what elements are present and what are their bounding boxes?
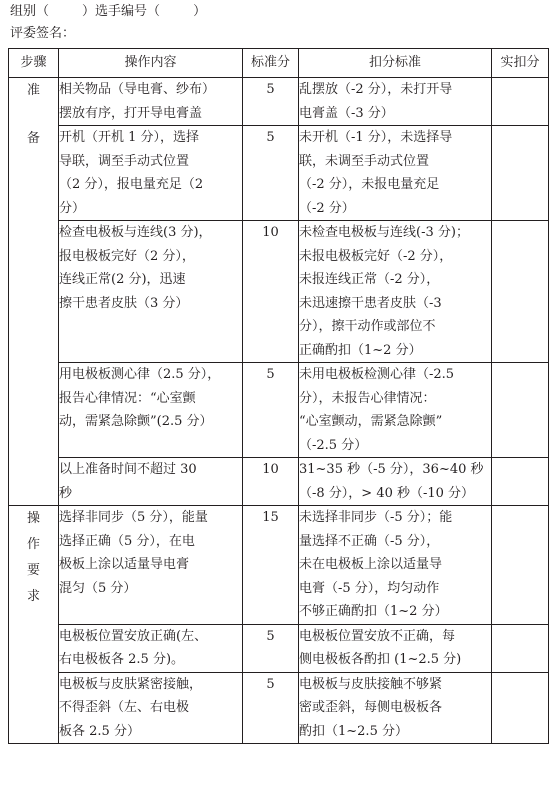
standard-score-cell: 5 (243, 672, 299, 744)
standard-score-cell: 10 (243, 221, 299, 363)
column-header-deduction-criteria: 扣分标准 (299, 49, 492, 78)
deduction-criteria: 31~35 秒（-5 分），36~40 秒 （-8 分），> 40 秒（-10 分） (299, 462, 484, 501)
operation-content-cell (59, 78, 243, 126)
operation-content: 电极板位置安放正确(左、 右电极板各 2.5 分)。 (59, 628, 208, 667)
table-row (9, 672, 549, 744)
deduction-criteria: 电极板与皮肤接触不够紧 密或歪斜，每侧电极板各 酌扣（1~2.5 分） (299, 676, 443, 739)
table-row (9, 506, 549, 625)
deduction-criteria: 电极板位置安放不正确，每 侧电极板各酌扣 (1~2.5 分) (299, 628, 462, 667)
actual-deduction-cell[interactable] (492, 458, 549, 506)
operation-content: 以上准备时间不超过 30 秒 (59, 462, 197, 501)
operation-content: 开机（开机 1 分），选择 导联，调至手动式位置 （2 分），报电量充足（2 分） (59, 130, 204, 216)
deduction-criteria-cell (299, 221, 492, 363)
deduction-criteria-cell (299, 78, 492, 126)
operation-content-cell (59, 221, 243, 363)
step-char: 求 (26, 589, 40, 604)
operation-content-cell (59, 363, 243, 458)
step-char: 要 (26, 563, 40, 578)
deduction-criteria-cell (299, 624, 492, 672)
actual-deduction-cell[interactable] (492, 221, 549, 363)
step-cell-operation-requirements (9, 506, 59, 744)
actual-deduction-cell[interactable] (492, 624, 549, 672)
actual-deduction-cell[interactable] (492, 363, 549, 458)
operation-content: 电极板与皮肤紧密接触， 不得歪斜（左、右电极 板各 2.5 分） (59, 676, 203, 739)
deduction-criteria-cell (299, 506, 492, 625)
standard-score-cell: 10 (243, 458, 299, 506)
standard-score-cell: 15 (243, 506, 299, 625)
column-header-actual-deduction: 实扣分 (492, 49, 549, 78)
group-contestant-line: 组别（ ）选手编号（ ） (10, 4, 207, 19)
step-char: 准 (26, 83, 40, 98)
standard-score-cell: 5 (243, 78, 299, 126)
operation-content: 选择非同步（5 分），能量 选择正确（5 分），在电 极板上涂以适量导电膏 混匀（5 分） (59, 510, 208, 596)
column-header-operation: 操作内容 (59, 49, 243, 78)
deduction-criteria-cell (299, 126, 492, 221)
deduction-criteria: 未检查电极板与连线(-3 分)； 未报电极板完好（-2 分）， 未报连线正常（-2 分）， 未迅速擦干患者皮肤（-3 分），擦干动作或部位不 正确酌扣（1~2 分） (299, 225, 469, 358)
step-char: 操 (26, 511, 40, 526)
column-header-step: 步骤 (9, 49, 59, 78)
standard-score-cell: 5 (243, 363, 299, 458)
deduction-criteria: 乱摆放（-2 分），未打开导 电膏盖（-3 分） (299, 82, 453, 121)
actual-deduction-cell[interactable] (492, 506, 549, 625)
deduction-criteria: 未开机（-1 分），未选择导 联，未调至手动式位置 （-2 分），未报电量充足 （-2 分） (299, 130, 453, 216)
standard-score-cell: 5 (243, 624, 299, 672)
operation-content-cell (59, 624, 243, 672)
deduction-criteria-cell (299, 672, 492, 744)
table-row (9, 78, 549, 126)
table-row (9, 458, 549, 506)
judge-signature-line: 评委签名： (10, 26, 76, 41)
table-row (9, 363, 549, 458)
table-header-row (9, 49, 549, 78)
deduction-criteria: 未用电极板检测心律（-2.5 分），未报告心律情况： “心室颤动，需紧急除颤” （-2.5 分） (299, 367, 455, 453)
deduction-criteria: 未选择非同步（-5 分）；能 量选择不正确（-5 分）， 未在电极板上涂以适量导 电膏（-5 分），均匀动作 不够正确酌扣（1~2 分） (299, 510, 453, 619)
deduction-criteria-cell (299, 363, 492, 458)
table-row (9, 624, 549, 672)
operation-content: 检查电极板与连线(3 分)， 报电极板完好（2 分）， 连线正常(2 分)，迅速 擦干患者皮肤（3 分） (59, 225, 212, 311)
column-header-standard-score: 标准分 (243, 49, 299, 78)
actual-deduction-cell[interactable] (492, 672, 549, 744)
deduction-criteria-cell (299, 458, 492, 506)
operation-content-cell (59, 506, 243, 625)
actual-deduction-cell[interactable] (492, 126, 549, 221)
step-char: 备 (26, 131, 40, 146)
table-row (9, 221, 549, 363)
step-cell-preparation (9, 78, 59, 506)
operation-content: 相关物品（导电膏、纱布） 摆放有序，打开导电膏盖 (59, 82, 216, 121)
actual-deduction-cell[interactable] (492, 78, 549, 126)
operation-content: 用电极板测心律（2.5 分）， 报告心律情况：“心室颤 动，需紧急除颤”(2.5 分） (59, 367, 221, 429)
table-row (9, 126, 549, 221)
scoring-table (8, 48, 549, 744)
operation-content-cell (59, 458, 243, 506)
operation-content-cell (59, 672, 243, 744)
operation-content-cell (59, 126, 243, 221)
standard-score-cell: 5 (243, 126, 299, 221)
step-char: 作 (26, 537, 40, 552)
